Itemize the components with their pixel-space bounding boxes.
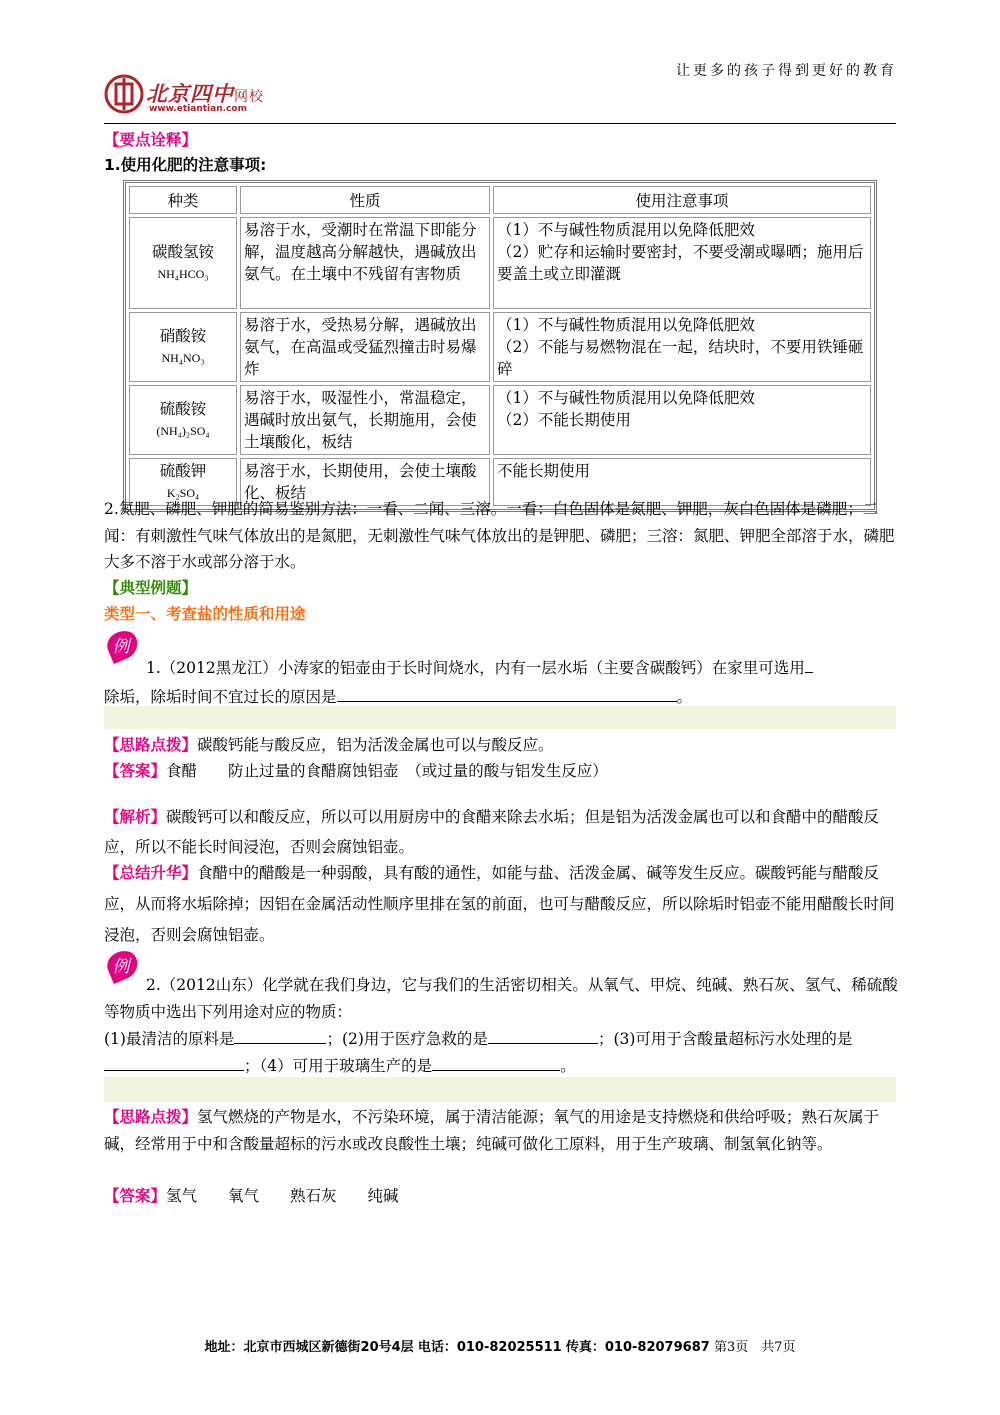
type-title: 类型一、考查盐的性质和用途 — [104, 605, 306, 623]
notes-cell: 不能长期使用 — [493, 458, 871, 506]
page-footer: 地址：北京市西城区新德街20号4层 电话：010-82025511 传真：010-82079687 第3页 共7页 — [204, 1340, 796, 1355]
table-header: 种类 — [129, 186, 237, 214]
example2-hint: 【思路点拨】氢气燃烧的产物是水，不污染环境，属于清洁能源；氧气的用途是支持燃烧和供给呼吸；熟石灰属于碱，经常用于中和含酸量超标的污水或改良酸性土壤；纯碱可做化工原料，用于生产玻璃、制氢氧化钠等。 — [104, 1108, 880, 1153]
fertilizer-name-cell: 硫酸铵 (NH₄)₂SO₄ — [129, 385, 237, 455]
example1-hint: 【思路点拨】碳酸钙能与酸反应，铝为活泼金属也可以与酸反应。 — [104, 736, 554, 754]
page-number: 第3页 共7页 — [713, 1340, 796, 1355]
header-divider — [104, 123, 896, 124]
fertilizer-table — [123, 180, 877, 512]
key-points-tag: 【要点诠释】 — [104, 131, 198, 149]
example1-answer: 【答案】食醋 防止过量的食醋腐蚀铝壶 （或过量的酸与铝发生反应） — [104, 762, 608, 780]
example2-subquestions: (1)最清洁的原料是 ；(2)用于医疗急救的是 ；(3)可用于含酸量超标污水处理的是；（4）可用于玻璃生产的是 。 — [104, 1026, 898, 1080]
example2-question: 2.（2012山东）化学就在我们身边，它与我们的生活密切相关。从氧气、甲烷、纯碱、熟石灰、氢气、稀硫酸等物质中选出下列用途对应的物质： — [104, 976, 898, 1021]
logo-emblem-icon — [104, 74, 144, 114]
property-cell: 易溶于水，吸湿性小，常温稳定，遇碱时放出氨气，长期施用，会使土壤酸化，板结 — [240, 385, 490, 455]
table-header: 性质 — [240, 186, 490, 214]
typical-examples-tag: 【典型例题】 — [104, 579, 198, 597]
fertilizer-name-cell: 硝酸铵 NH₄NO₃ — [129, 312, 237, 382]
answer-band — [104, 1077, 896, 1102]
example1-question: 1.（2012黑龙江）小涛家的铝壶由于长时间烧水，内有一层水垢（主要含碳酸钙）在家里可选用 除垢，除垢时间不宜过长的原因是 。 — [104, 654, 898, 712]
school-logo — [104, 74, 304, 124]
property-cell: 易溶于水，长期使用，会使土壤酸化、板结 — [240, 458, 490, 506]
example2-answer: 【答案】氢气 氧气 熟石灰 纯碱 — [104, 1187, 399, 1205]
notes-cell: （1）不与碱性物质混用以免降低肥效 （2）不能长期使用 — [493, 385, 871, 455]
table-row — [129, 312, 871, 382]
svg-text:例: 例 — [112, 637, 130, 657]
table-header: 使用注意事项 — [493, 186, 871, 214]
identification-paragraph: 2.氮肥、磷肥、钾肥的简易鉴别方法：一看、二闻、三溶。一看：白色固体是氮肥、钾肥，灰白色固体是磷肥；二闻：有刺激性气味气体放出的是氮肥，无刺激性气味气体放出的是钾肥、磷肥；三溶：氮肥、钾肥全部溶于水，磷肥大多不溶于水或部分溶于水。 — [104, 500, 895, 571]
answer-band — [104, 706, 896, 729]
fertilizer-name-cell: 硫酸钾 K₂SO₄ — [129, 458, 237, 506]
property-cell: 易溶于水，受热易分解，遇碱放出氨气，在高温或受猛烈撞击时易爆炸 — [240, 312, 490, 382]
logo-url: www.etiantian.com — [149, 104, 247, 114]
table-row — [129, 385, 871, 455]
table-row — [129, 217, 871, 309]
header-slogan: 让更多的孩子得到更好的教育 — [676, 63, 897, 79]
example1-analysis: 【解析】碳酸钙可以和酸反应，所以可以用厨房中的食醋来除去水垢；但是铝为活泼金属也可以和食醋中的醋酸反应，所以不能长时间浸泡，否则会腐蚀铝壶。 — [104, 808, 880, 856]
property-cell: 易溶于水，受潮时在常温下即能分解，温度越高分解越快，遇碱放出氨气。在土壤中不残留有害物质 — [240, 217, 490, 309]
table-header-row — [129, 186, 871, 214]
fertilizer-name-cell: 碳酸氢铵 NH₄HCO₃ — [129, 217, 237, 309]
notes-cell: （1）不与碱性物质混用以免降低肥效 （2）贮存和运输时要密封，不要受潮或曝晒；施用后要盖土或立即灌溉 — [493, 217, 871, 309]
section-heading: 1.使用化肥的注意事项: — [104, 156, 267, 174]
example1-summary: 【总结升华】食醋中的醋酸是一种弱酸，具有酸的通性，如能与盐、活泼金属、碱等发生反应。碳酸钙能与醋酸反应，从而将水垢除掉；因铝在金属活动性顺序里排在氢的前面，也可与醋酸反应，所以除垢时铝壶不能用醋酸长时间浸泡，否则会腐蚀铝壶。 — [104, 864, 895, 944]
svg-text:例: 例 — [112, 957, 130, 977]
logo-text: 北京四中网校 — [146, 81, 264, 106]
notes-cell: （1）不与碱性物质混用以免降低肥效 （2）不能与易燃物混在一起，结块时，不要用铁锤砸碎 — [493, 312, 871, 382]
